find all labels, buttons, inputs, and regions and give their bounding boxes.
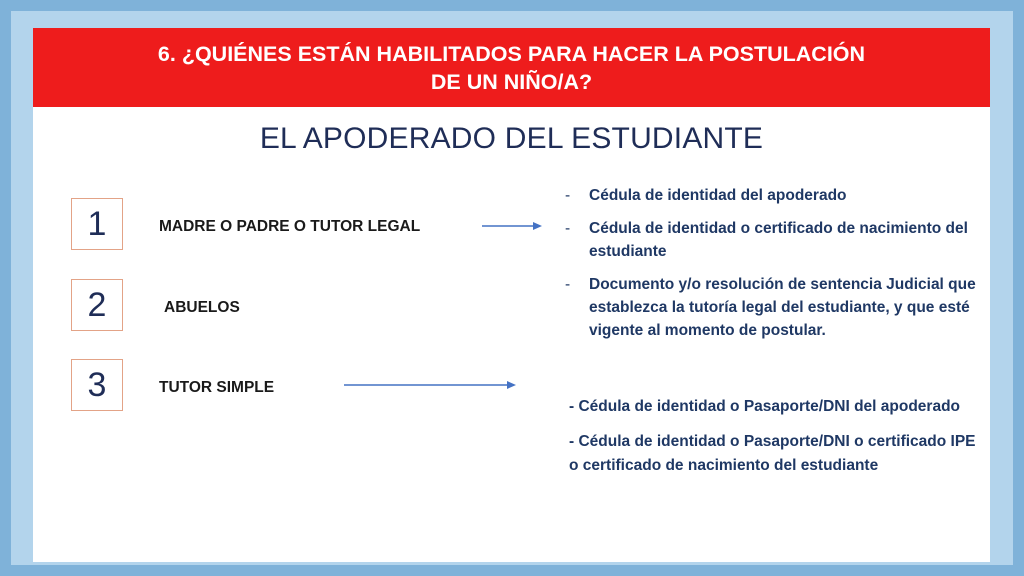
requirements-simple-list	[569, 395, 979, 489]
requirement-text: Cédula de identidad o certificado de nacimiento del estudiante	[589, 220, 968, 260]
dash-bullet: -	[565, 276, 571, 293]
arrow-right-icon	[480, 218, 544, 234]
arrow-right-icon	[342, 377, 518, 393]
header-line-1: 6. ¿QUIÉNES ESTÁN HABILITADOS PARA HACER LA POSTULACIÓN	[157, 42, 866, 66]
header-line-2: DE UN NIÑO/A?	[430, 70, 593, 94]
list-item	[561, 217, 991, 263]
requirement-text: Cédula de identidad del apoderado	[589, 187, 847, 204]
slide-subtitle: EL APODERADO DEL ESTUDIANTE	[259, 122, 764, 155]
list-item	[561, 273, 991, 342]
option-number-2: 2	[71, 279, 123, 331]
slide-header	[33, 28, 990, 107]
option-number-3: 3	[71, 359, 123, 411]
option-label-1: MADRE O PADRE O TUTOR LEGAL	[159, 218, 421, 235]
dash-bullet: -	[565, 187, 571, 204]
slide	[33, 28, 990, 562]
list-item	[561, 184, 991, 207]
list-item: - Cédula de identidad o Pasaporte/DNI del apoderado	[569, 398, 961, 415]
option-number-1: 1	[71, 198, 123, 250]
list-item: - Cédula de identidad o Pasaporte/DNI o certificado IPE o certificado de nacimiento del estudiante	[569, 432, 976, 474]
option-label-2: ABUELOS	[164, 299, 240, 316]
requirements-legal-list	[561, 184, 991, 352]
option-label-3: TUTOR SIMPLE	[159, 379, 275, 396]
requirement-text: Documento y/o resolución de sentencia Judicial que establezca la tutoría legal del estudiante, y que esté vigente al momento de postular.	[589, 276, 976, 339]
dash-bullet: -	[565, 220, 571, 237]
